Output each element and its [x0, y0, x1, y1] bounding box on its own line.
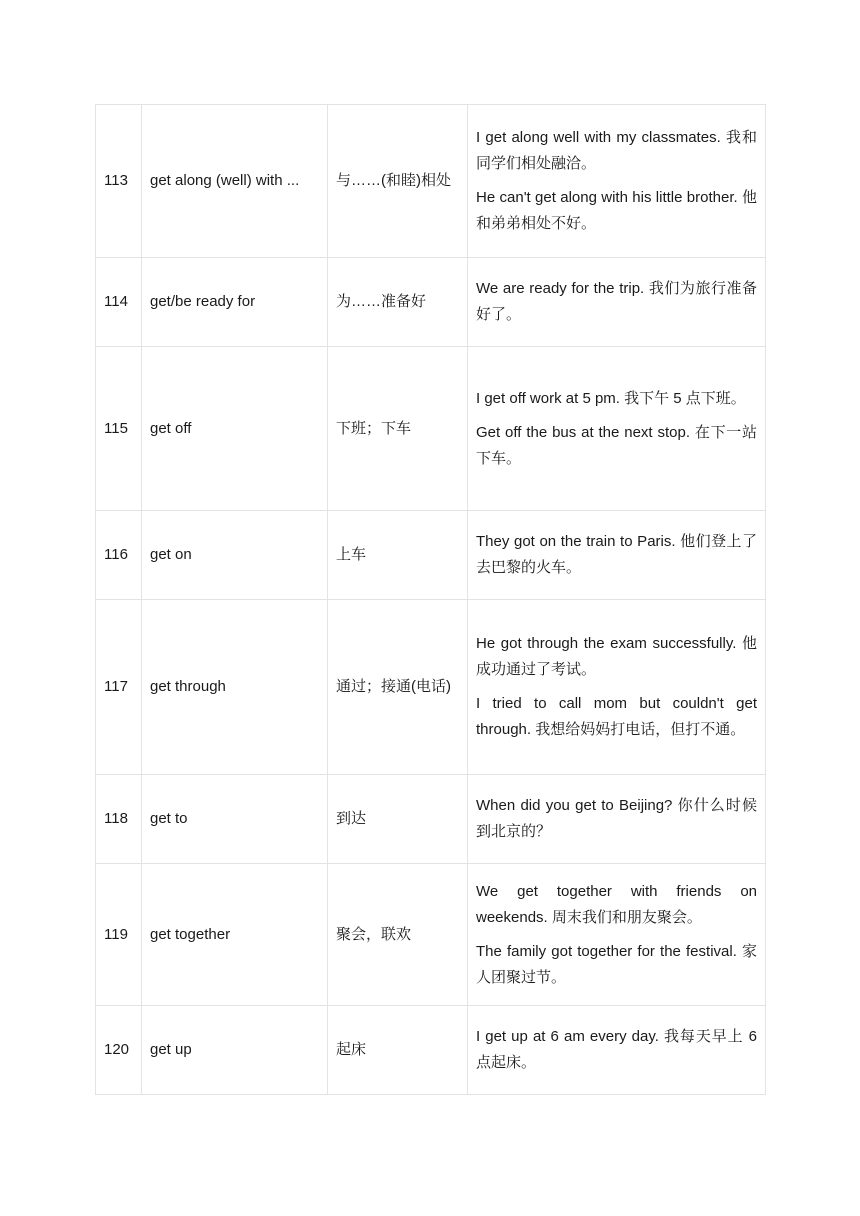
entry-number: 120 [96, 1006, 142, 1095]
entry-phrase: get along (well) with ... [142, 105, 328, 258]
entry-phrase: get together [142, 864, 328, 1006]
entry-number: 115 [96, 347, 142, 511]
entry-number: 116 [96, 511, 142, 600]
example-sentence: We are ready for the trip. 我们为旅行准备好了。 [476, 280, 757, 323]
entry-examples [468, 347, 766, 511]
example-sentence: They got on the train to Paris. 他们登上了去巴黎的火车。 [476, 533, 757, 576]
example-sentence: We get together with friends on weekends. 周末我们和朋友聚会。 [476, 882, 757, 926]
table-row [96, 258, 766, 347]
entry-phrase: get through [142, 600, 328, 775]
entry-phrase: get on [142, 511, 328, 600]
entry-phrase: get to [142, 775, 328, 864]
example-sentence: Get off the bus at the next stop. 在下一站下车。 [476, 423, 757, 467]
entry-meaning: 到达 [328, 775, 468, 864]
table-row [96, 1006, 766, 1095]
entry-examples [468, 258, 766, 347]
entry-meaning: 为……准备好 [328, 258, 468, 347]
entry-examples [468, 864, 766, 1006]
vocabulary-table-body [96, 105, 766, 1095]
example-sentence: I get up at 6 am every day. 我每天早上 6 点起床。 [476, 1028, 757, 1071]
entry-examples [468, 775, 766, 864]
entry-examples [468, 105, 766, 258]
example-sentence: When did you get to Beijing? 你什么时候到北京的？ [476, 797, 757, 840]
example-sentence: I get off work at 5 pm. 我下午 5 点下班。 [476, 389, 746, 407]
table-row [96, 511, 766, 600]
entry-examples [468, 600, 766, 775]
entry-meaning: 下班；下车 [328, 347, 468, 511]
entry-phrase: get/be ready for [142, 258, 328, 347]
table-row [96, 864, 766, 1006]
entry-number: 114 [96, 258, 142, 347]
table-row [96, 347, 766, 511]
example-sentence: He can't get along with his little brother. 他和弟弟相处不好。 [476, 189, 757, 232]
table-row [96, 775, 766, 864]
example-sentence: He got through the exam successfully. 他成功通过了考试。 [476, 635, 757, 678]
entry-phrase: get off [142, 347, 328, 511]
vocabulary-table [95, 104, 766, 1095]
entry-number: 117 [96, 600, 142, 775]
example-sentence: The family got together for the festival. 家人团聚过节。 [476, 942, 757, 986]
example-sentence: I tried to call mom but couldn't get through. 我想给妈妈打电话，但打不通。 [476, 695, 757, 738]
entry-phrase: get up [142, 1006, 328, 1095]
entry-meaning: 与……(和睦)相处 [328, 105, 468, 258]
entry-examples [468, 1006, 766, 1095]
example-sentence: I get along well with my classmates. 我和同学们相处融洽。 [476, 129, 757, 172]
entry-meaning: 通过；接通(电话) [328, 600, 468, 775]
entry-number: 119 [96, 864, 142, 1006]
entry-number: 118 [96, 775, 142, 864]
table-row [96, 600, 766, 775]
entry-examples [468, 511, 766, 600]
entry-meaning: 起床 [328, 1006, 468, 1095]
entry-meaning: 上车 [328, 511, 468, 600]
table-row [96, 105, 766, 258]
entry-number: 113 [96, 105, 142, 258]
entry-meaning: 聚会，联欢 [328, 864, 468, 1006]
